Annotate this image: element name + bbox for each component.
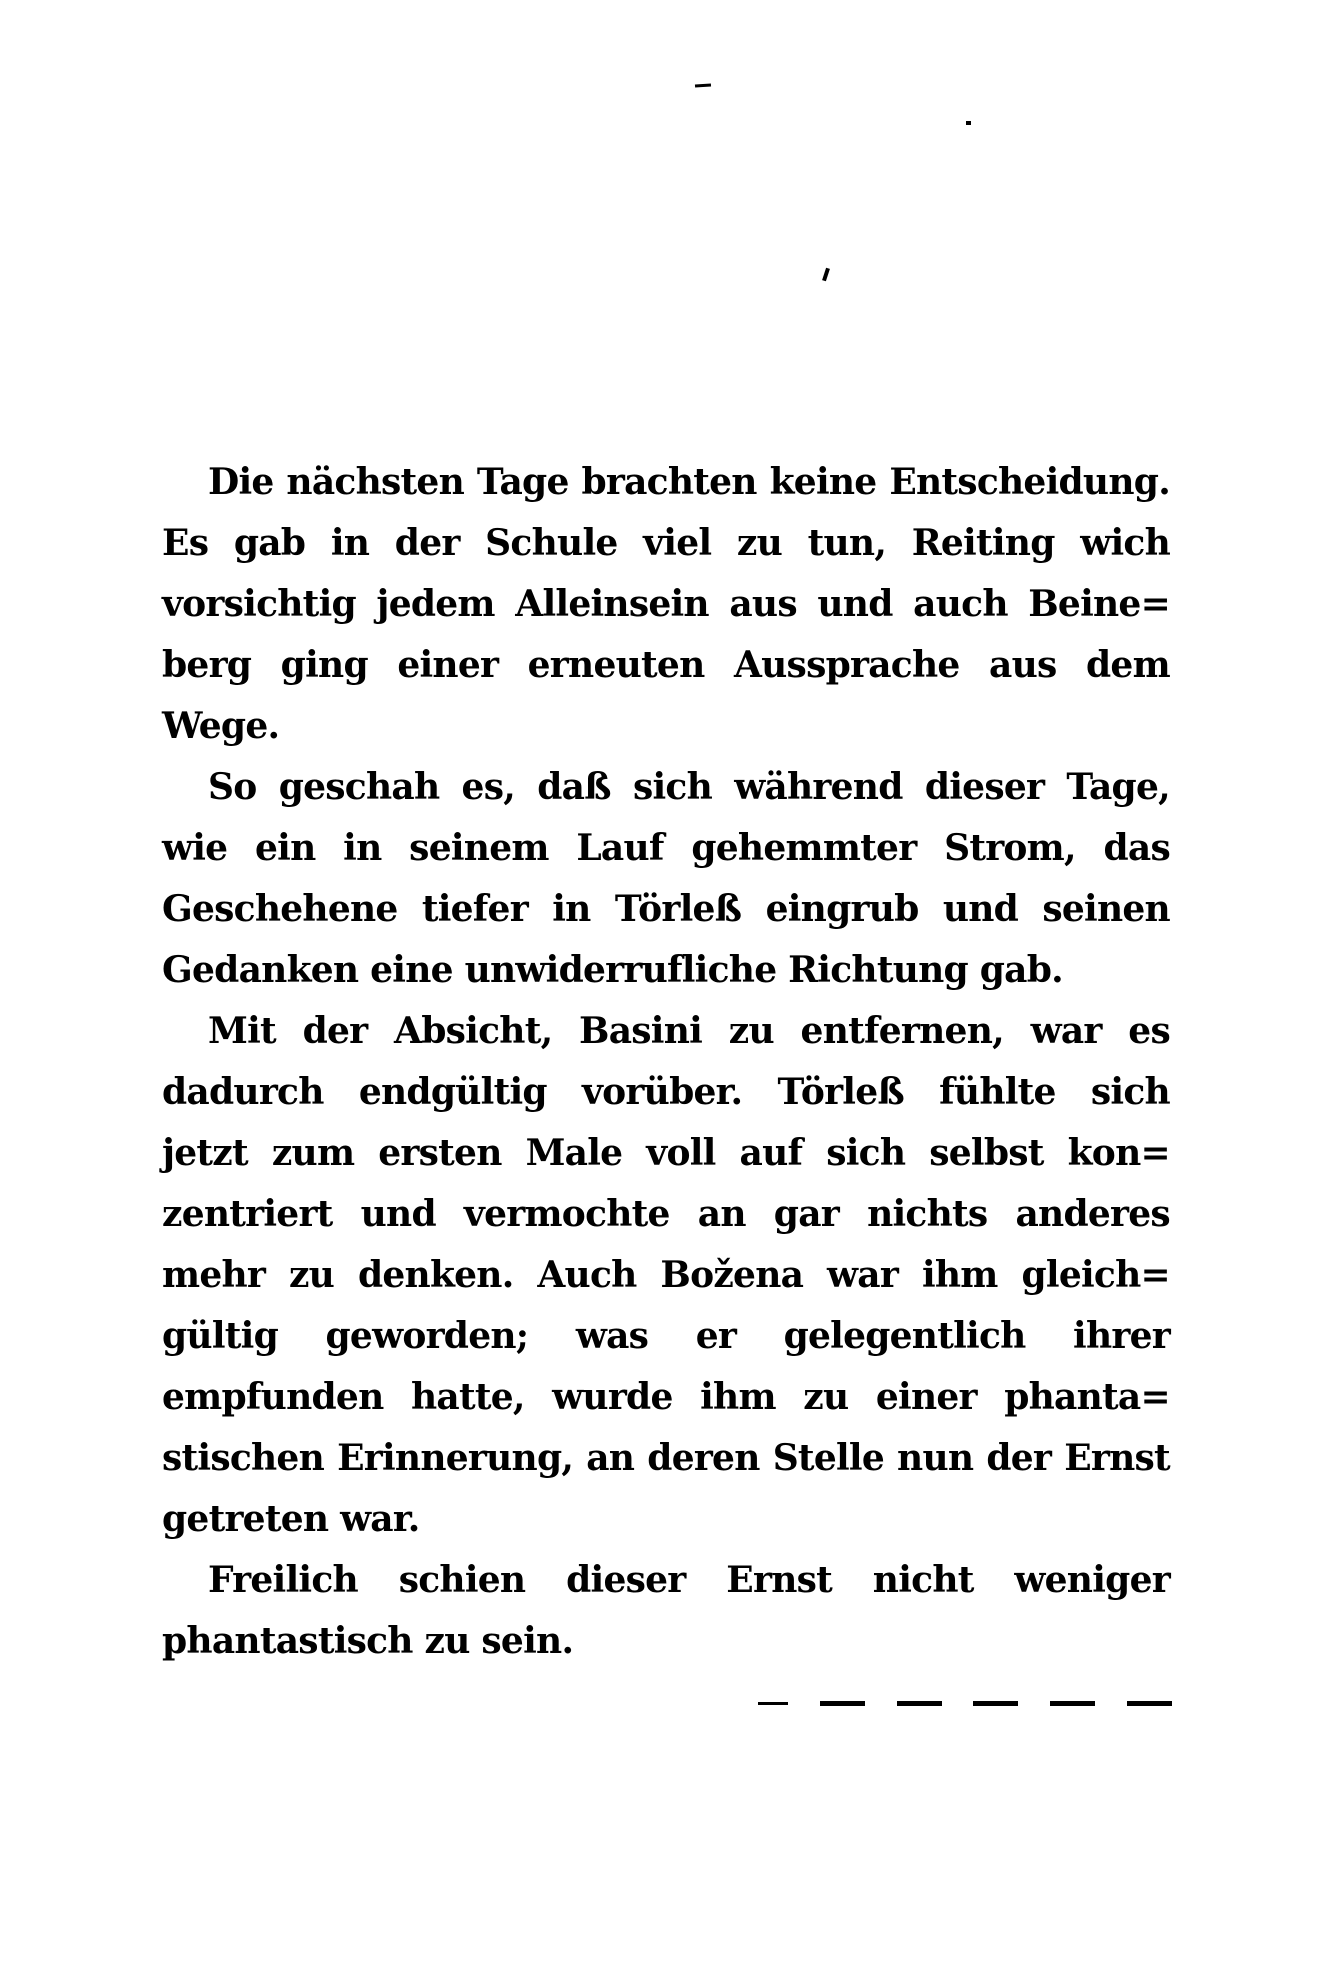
- text-line: [162, 513, 1170, 574]
- dash: [1127, 1701, 1172, 1706]
- word: gültig: [162, 1315, 278, 1357]
- word: anderes: [1015, 1193, 1170, 1235]
- word: aus: [729, 583, 797, 625]
- word: geworden;: [325, 1315, 529, 1357]
- word: jedem: [376, 583, 495, 625]
- word: sich: [826, 1132, 906, 1174]
- word: war: [827, 1254, 899, 1296]
- word: voll: [646, 1132, 716, 1174]
- text-line: [162, 1367, 1170, 1428]
- word: und: [817, 583, 893, 625]
- text-line: [162, 1550, 1170, 1611]
- word: war: [1030, 1010, 1102, 1052]
- word: in: [343, 827, 382, 869]
- word: dadurch: [162, 1071, 324, 1113]
- word: zentriert: [162, 1193, 333, 1235]
- word: entfernen,: [800, 1010, 1004, 1052]
- word: der: [302, 1010, 368, 1052]
- word: Entscheidung.: [889, 461, 1170, 503]
- word: berg: [162, 644, 252, 686]
- word: er: [695, 1315, 737, 1357]
- dash: [973, 1701, 1018, 1706]
- word: Beine=: [1028, 583, 1170, 625]
- word: Reiting: [911, 522, 1055, 564]
- word: auch: [913, 583, 1008, 625]
- text-line: [162, 1184, 1170, 1245]
- dash: [758, 1702, 788, 1705]
- word: hatte,: [410, 1376, 525, 1418]
- word: Božena: [660, 1254, 804, 1296]
- word: an: [697, 1193, 746, 1235]
- word: während: [734, 766, 903, 808]
- word: deren: [647, 1437, 760, 1479]
- word: seinem: [409, 827, 549, 869]
- word: wich: [1080, 522, 1170, 564]
- word: vermochte: [463, 1193, 670, 1235]
- word: wie: [162, 827, 228, 869]
- word: viel: [643, 522, 712, 564]
- word: tun,: [807, 522, 887, 564]
- word: Tage,: [1066, 766, 1170, 808]
- word: erneuten: [527, 644, 705, 686]
- word: dem: [1086, 644, 1170, 686]
- word: Strom,: [944, 827, 1076, 869]
- word: sich: [1090, 1071, 1170, 1113]
- word: und: [360, 1193, 436, 1235]
- word: einer: [875, 1376, 977, 1418]
- text-line: [162, 452, 1170, 513]
- text-line: [162, 1062, 1170, 1123]
- word: kon=: [1067, 1132, 1170, 1174]
- word: ging: [280, 644, 368, 686]
- word: dieser: [566, 1559, 686, 1601]
- word: ein: [254, 827, 316, 869]
- word: gehemmter: [691, 827, 917, 869]
- text-line: [162, 1245, 1170, 1306]
- word: der: [394, 522, 460, 564]
- text-line: [162, 635, 1170, 696]
- word: geschah: [278, 766, 440, 808]
- word: seinen: [1042, 888, 1170, 930]
- word: ihm: [921, 1254, 998, 1296]
- scan-speck: [695, 83, 711, 87]
- word: gab: [233, 522, 306, 564]
- word: ihm: [700, 1376, 776, 1418]
- word: selbst: [929, 1132, 1044, 1174]
- text-line: [162, 1428, 1170, 1489]
- text-line: Wege.: [162, 705, 280, 747]
- word: es,: [461, 766, 516, 808]
- word: Törleß: [777, 1071, 904, 1113]
- word: brachten: [581, 461, 757, 503]
- text-line: [162, 1001, 1170, 1062]
- text-line: [162, 757, 1170, 818]
- text-line: [162, 879, 1170, 940]
- word: Ernst: [1064, 1437, 1170, 1479]
- word: zum: [271, 1132, 355, 1174]
- word: es: [1128, 1010, 1170, 1052]
- word: Aussprache: [733, 644, 960, 686]
- text-line: [162, 818, 1170, 879]
- text-line: [162, 1306, 1170, 1367]
- text-line: getreten war.: [162, 1498, 420, 1540]
- word: Es: [162, 522, 209, 564]
- word: nun: [897, 1437, 974, 1479]
- word: zu: [288, 1254, 335, 1296]
- scan-speck: [966, 121, 971, 125]
- word: mehr: [162, 1254, 266, 1296]
- word: an: [586, 1437, 635, 1479]
- word: dieser: [924, 766, 1045, 808]
- word: sich: [632, 766, 713, 808]
- word: ersten: [378, 1132, 502, 1174]
- word: gleich=: [1021, 1254, 1170, 1296]
- word: phanta=: [1004, 1376, 1170, 1418]
- text-line: phantastisch zu sein.: [162, 1620, 574, 1662]
- word: Basini: [579, 1010, 703, 1052]
- word: Erinnerung,: [337, 1437, 574, 1479]
- dash: [897, 1701, 942, 1706]
- word: Mit: [208, 1010, 276, 1052]
- word: und: [942, 888, 1019, 930]
- word: schien: [398, 1559, 526, 1601]
- word: Die: [208, 461, 274, 503]
- text-line: [162, 1123, 1170, 1184]
- word: einer: [397, 644, 499, 686]
- word: eingrub: [765, 888, 919, 930]
- word: in: [552, 888, 591, 930]
- word: Tage: [476, 461, 569, 503]
- word: vorsichtig: [162, 583, 356, 625]
- word: was: [575, 1315, 649, 1357]
- word: zu: [728, 1010, 774, 1052]
- word: Geschehene: [162, 888, 398, 930]
- word: gar: [773, 1193, 840, 1235]
- word: der: [986, 1437, 1052, 1479]
- separator-dashes: [758, 1698, 1172, 1708]
- word: denken.: [357, 1254, 514, 1296]
- word: zu: [736, 522, 783, 564]
- word: das: [1103, 827, 1170, 869]
- word: Absicht,: [394, 1010, 553, 1052]
- word: Alleinsein: [515, 583, 709, 625]
- word: endgültig: [358, 1071, 547, 1113]
- word: fühlte: [939, 1071, 1056, 1113]
- text-block: [162, 452, 1170, 1672]
- text-line: [162, 574, 1170, 635]
- word: Törleß: [614, 888, 742, 930]
- word: Schule: [485, 522, 618, 564]
- word: nichts: [867, 1193, 988, 1235]
- word: auf: [739, 1132, 803, 1174]
- word: empfunden: [162, 1376, 384, 1418]
- word: tiefer: [421, 888, 528, 930]
- word: Lauf: [576, 827, 664, 869]
- word: So: [208, 766, 257, 808]
- text-line: Gedanken eine unwiderrufliche Richtung gab.: [162, 949, 1063, 991]
- dash: [820, 1701, 865, 1706]
- word: weniger: [1014, 1559, 1170, 1601]
- word: Stelle: [772, 1437, 884, 1479]
- word: vorüber.: [582, 1071, 743, 1113]
- word: aus: [989, 644, 1057, 686]
- word: daß: [537, 766, 611, 808]
- word: Ernst: [726, 1559, 833, 1601]
- word: Auch: [537, 1254, 637, 1296]
- scan-speck: [822, 268, 830, 282]
- word: Freilich: [208, 1559, 358, 1601]
- word: Male: [525, 1132, 623, 1174]
- word: zu: [803, 1376, 849, 1418]
- word: stischen: [162, 1437, 325, 1479]
- word: keine: [769, 461, 877, 503]
- word: nicht: [872, 1559, 974, 1601]
- word: in: [330, 522, 370, 564]
- word: gelegentlich: [783, 1315, 1026, 1357]
- word: ihrer: [1073, 1315, 1170, 1357]
- word: wurde: [552, 1376, 673, 1418]
- dash: [1050, 1701, 1095, 1706]
- word: nächsten: [286, 461, 464, 503]
- word: jetzt: [162, 1132, 248, 1174]
